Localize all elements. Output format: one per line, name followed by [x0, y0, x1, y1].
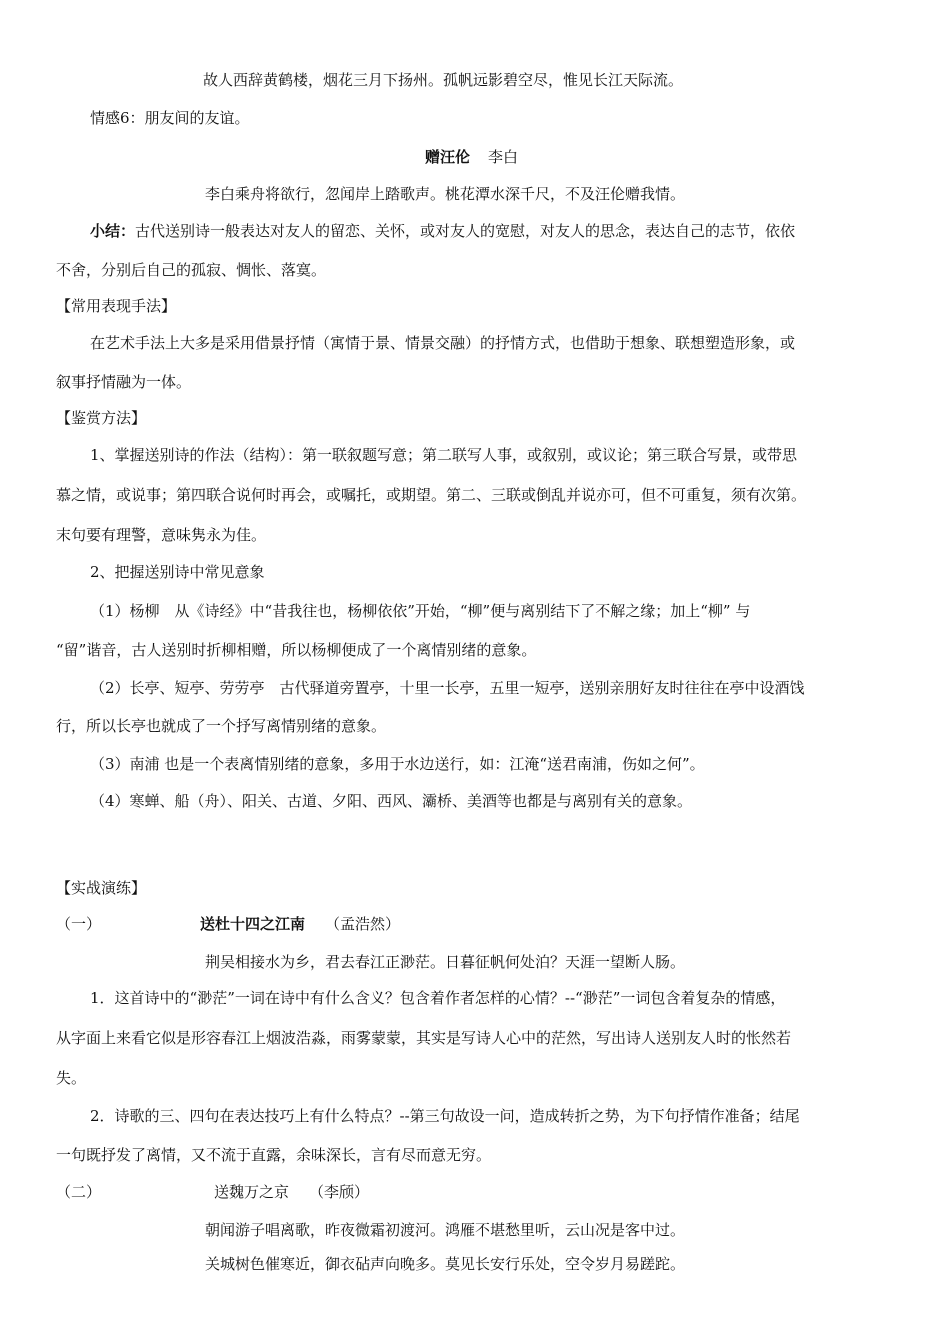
- intro-poem-line: 故人西辞黄鹤楼，烟花三月下扬州。孤帆远影碧空尽，惟见长江天际流。: [203, 71, 684, 89]
- imagery-3: （3）南浦 也是一个表离情别绪的意象，多用于水边送行，如：江淹“送君南浦，伤如之何”。: [90, 755, 705, 773]
- exercise-1-q2-line-1: 2．诗歌的三、四句在表达技巧上有什么特点？--第三句故设一问，造成转折之势，为下句抒情作准备；结尾: [90, 1107, 800, 1125]
- exercise-2-number: （二）: [56, 1183, 102, 1201]
- exercise-2-poem-line-1: 朝闻游子唱离歌，昨夜微霜初渡河。鸿雁不堪愁里听，云山况是客中过。: [205, 1221, 686, 1239]
- exercise-2-title-line: [214, 1182, 369, 1202]
- exercise-1-q1-line-3: 失。: [56, 1069, 87, 1087]
- summary-label: 小结：: [90, 222, 136, 240]
- imagery-2-line-1: （2）长亭、短亭、劳劳亭 古代驿道旁置亭，十里一长亭，五里一短亭，送别亲朋好友时往往在亭中设酒饯: [90, 679, 805, 697]
- exercise-1-title: 送杜十四之江南: [200, 915, 306, 933]
- exercise-1-q1-line-1: 1．这首诗中的“渺茫”一词在诗中有什么含义？包含着作者怎样的心情？--“渺茫”一词包含着复杂的情感，: [90, 989, 786, 1007]
- practice-heading: 【实战演练】: [56, 879, 147, 897]
- exercise-2-author: （李颀）: [309, 1183, 370, 1201]
- imagery-1-line-2: “留”谐音，古人送别时折柳相赠，所以杨柳便成了一个离情别绪的意象。: [56, 641, 537, 659]
- methods-p2: 2、把握送别诗中常见意象: [90, 563, 265, 581]
- exercise-1-author: （孟浩然）: [325, 915, 401, 933]
- poem-author: 李白: [488, 148, 519, 166]
- methods-p1-line-3: 末句要有理警，意味隽永为佳。: [56, 526, 267, 544]
- imagery-2-line-2: 行，所以长亭也就成了一个抒写离情别绪的意象。: [56, 717, 387, 735]
- poem-text: 李白乘舟将欲行，忽闻岸上踏歌声。桃花潭水深千尺，不及汪伦赠我情。: [205, 185, 686, 203]
- techniques-line-1: 在艺术手法上大多是采用借景抒情（寓情于景、情景交融）的抒情方式，也借助于想象、联想塑造形象，或: [90, 334, 796, 352]
- exercise-1-number: （一）: [56, 915, 102, 933]
- exercise-2-poem-line-2: 关城树色催寒近，御衣砧声向晚多。莫见长安行乐处，空令岁月易蹉跎。: [205, 1255, 686, 1273]
- summary-line-1: [90, 221, 795, 241]
- imagery-4: （4）寒蝉、船（舟）、阳关、古道、夕阳、西风、灞桥、美酒等也都是与离别有关的意象。: [90, 792, 693, 810]
- exercise-1-title-line: [200, 914, 400, 934]
- methods-p1-line-2: 慕之情，或说事；第四联合说何时再会，或嘱托，或期望。第二、三联或倒乱并说亦可，但不可重复，须有次第。: [56, 486, 807, 504]
- summary-text-1: 古代送别诗一般表达对友人的留恋、关怀，或对友人的宽慰，对友人的思念，表达自己的志节，依依: [135, 222, 796, 240]
- exercise-2-title: 送魏万之京: [214, 1183, 290, 1201]
- exercise-1-q2-line-2: 一句既抒发了离情，又不流于直露，余味深长，言有尽而意无穷。: [56, 1146, 492, 1164]
- summary-line-2: 不舍，分别后自己的孤寂、惆怅、落寞。: [56, 261, 327, 279]
- exercise-1-q1-line-2: 从字面上来看它似是形容春江上烟波浩淼，雨雾蒙蒙，其实是写诗人心中的茫然，写出诗人送别友人时的怅然若: [56, 1029, 792, 1047]
- exercise-1-poem: 荆吴相接水为乡，君去春江正渺茫。日暮征帆何处泊？天涯一望断人肠。: [205, 953, 686, 971]
- techniques-line-2: 叙事抒情融为一体。: [56, 373, 192, 391]
- methods-heading: 【鉴赏方法】: [56, 409, 147, 427]
- poem-title: 赠汪伦: [425, 148, 471, 166]
- imagery-1-line-1: （1）杨柳 从《诗经》中“昔我往也，杨柳依依”开始，“柳”便与离别结下了不解之缘；加上“柳” 与: [90, 602, 751, 620]
- poem-title-line: [425, 147, 518, 167]
- emotion-6-label: 情感6：朋友间的友谊。: [90, 109, 250, 127]
- methods-p1-line-1: 1、掌握送别诗的作法（结构）：第一联叙题写意；第二联写人事，或叙别，或议论；第三联合写景，或带思: [90, 446, 798, 464]
- techniques-heading: 【常用表现手法】: [56, 297, 177, 315]
